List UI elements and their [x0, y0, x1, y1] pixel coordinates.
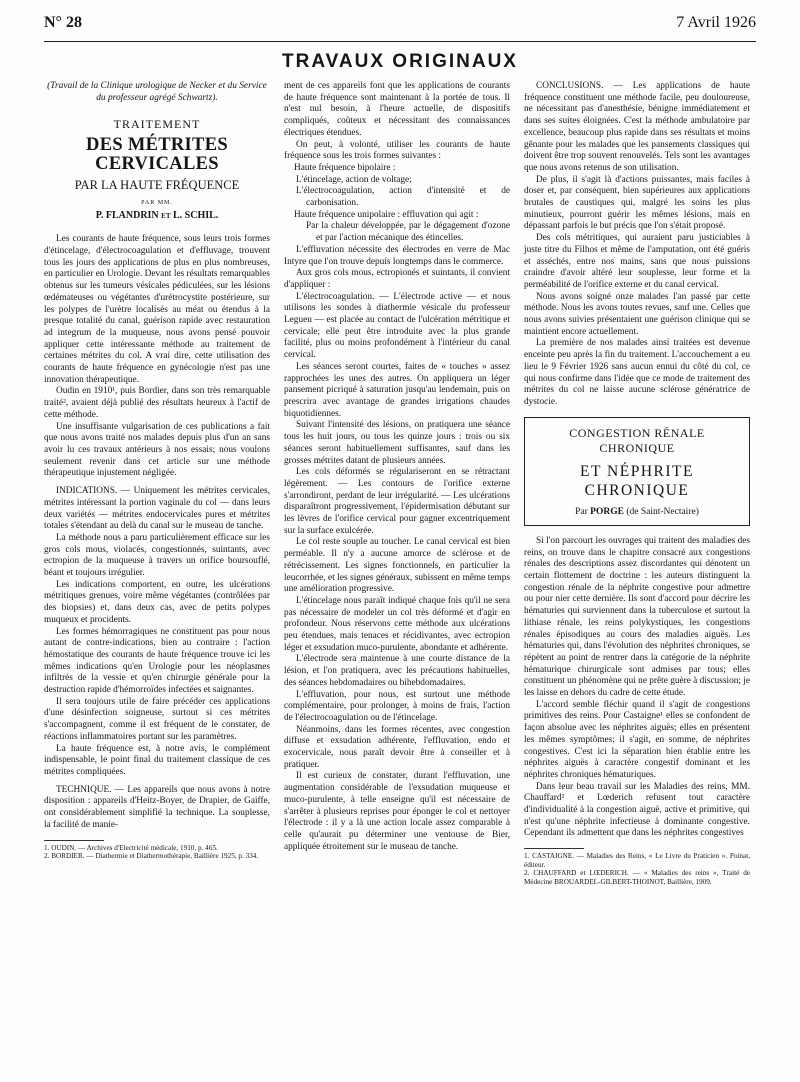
list-heading: Haute fréquence bipolaire : [294, 162, 396, 173]
paragraph: Il sera toujours utile de faire précéder ces applications d'une désinfection soigneuse, surtout si ces métrites s'accompagnent, comme il est fréquent de le constater, de réactions inflammatoires portant sur les paramètres. [44, 696, 270, 742]
par-mm: PAR MM. [141, 200, 173, 207]
paragraph: Dans leur beau travail sur les Maladies des reins, MM. Chauffard² et Lœderich refusent tout caractère d'individualité à la congestion aiguë, active et primitive, qui n'est qu'une néphrite infectieuse à dominante congestive. Cependant ils admettent que dans les néphrites congestives [524, 781, 750, 839]
article-subtitle: PAR LA HAUTE FRÉQUENCE [74, 178, 240, 193]
paragraph: Aux gros cols mous, ectropionés et suintants, il convient d'appliquer : [284, 268, 510, 290]
paragraph: On peut, à volonté, utiliser les courants de haute fréquence sous les trois formes suivantes : [284, 139, 510, 162]
paragraph: Si l'on parcourt les ouvrages qui traitent des maladies des reins, on trouve dans le chapitre consacré aux congestions rénales des descriptions assez discordantes qui dénotent un certain flottement de doctrine : les auteurs distinguent la congestion rénale de la néphrite congestive pour admettre ou pour nier cette dernière. Ils sont d'accord pour décrire les hématuries qui surviennent dans la tuberculose et surtout la lithiase rénale, les reins polykystiques, les congestions rénales épisodiques au cours des maladies aiguës. Les hématuries qui, dans l'évolution des néphrites chroniques, se répètent au point de rentrer dans la catégorie de la néphrite hématurique chirurgicale sont admises par tous; elles constituent un phénomène qui ne prête guère à discussion; je les laisse en dehors du cadre de cette étude. [524, 535, 750, 699]
footnote: 2. BORDIER. — Diathermie et Diathermothérapie, Baillière 1925, p. 334. [44, 852, 259, 861]
paragraph: La méthode nous a paru particulièrement efficace sur les gros cols mous, violacés, congestionnés, suintants, avec ectropion de la muqueuse à travers un orifice boursouflé, béant et toujours irrégulier. [44, 532, 270, 579]
footnote: 1. CASTAIGNE. — Maladies des Reins, « Le Livre du Praticien ». Poinat, éditeur. [524, 852, 750, 869]
paragraph: La haute fréquence est, à notre avis, le complément indispensable, le point final du traitement classique de ces métrites compliquées. [44, 743, 270, 777]
list-item: Par la chaleur développée, par le dégagement d'ozone et par l'action mécanique des étincelles. [306, 221, 510, 244]
page-header [44, 14, 756, 36]
paragraph: L'effluvation, pour nous, est surtout une méthode complémentaire, pour prolonger, à moins de frais, l'action de l'électrocoagulation ou de l'étincelage. [284, 689, 510, 723]
paragraph: Le col reste souple au toucher. Le canal cervical est bien perméable. Il n'y a aucune amorce de sclérose et de rétrécissement. Les signes fonctionnels, en particulier la leucorrhée, et les signes généraux, subissent en même temps une amélioration progressive. [284, 537, 510, 595]
paragraph-indications: INDICATIONS. — Uniquement les métrites cervicales, métrites intéressant la portion vaginale du col — dans leurs deux variétés — métrites endocervicales pures et métrites totales s'étendant au delà du canal sur le museau de tanche. [44, 486, 270, 532]
paragraph: Il est curieux de constater, durant l'effluvation, une augmentation considérable de l'exsudation muqueuse et muco-purulente, à telle enseigne qu'il est nécessaire de s'arrêter à plusieurs reprises pour éponger le col et nettoyer l'électrode : il y a là une action locale assez comparable à celle qu'aurait pu déterminer une ventouse de Bier, appliquée étroitement sur le museau de tanche. [284, 771, 510, 852]
article-authors [44, 210, 270, 223]
article2-title-line2: ET NÉPHRITE CHRONIQUE [580, 462, 694, 500]
footnote: 1. OUDIN. — Archives d'Electricité médicale, 1910, p. 465. [44, 843, 218, 852]
paragraph: Une insuffisante vulgarisation de ces publications a fait que nous avons traité nos malades depuis plus d'un an sans avoir lu ces travaux antérieurs à nos essais; nous voulons seulement revenir dans cet article sur une méthode thérapeutique injustement négligée. [44, 421, 270, 479]
article2-title-line1: CONGESTION RÉNALE CHRONIQUE [569, 425, 705, 455]
authors-text: P. FLANDRIN et L. SCHIL. [95, 209, 219, 221]
paragraph: De plus, il s'agit là d'actions puissantes, mais faciles à doser et, par conséquent, bien supérieures aux applications brutales de caustiques qui, malgré les soins les plus minutieux, pourront guérir les mêmes lésions, mais en dépassant parfois le but précis que l'on s'était proposé. [524, 174, 750, 232]
article-columns [44, 81, 756, 887]
paragraph-conclusions: CONCLUSIONS. — Les applications de haute fréquence constituent une méthode facile, peu douloureuse, ne nécessitant pas d'anesthésie, bénigne immédiatement et dans ses suites éloignées. C'est la méthode ambulatoire par excellence, beaucoup plus rapide dans ses résultats et moins gênante pour les malades que les pansements classiques qui doivent être trop souvent renouvelés. Tels sont les avantages que nous avons retenus de son utilisation. [524, 81, 750, 173]
article2-title-box [524, 417, 750, 526]
list-heading: Haute fréquence unipolaire : effluvation qui agit : [294, 209, 479, 220]
footnote-separator [44, 840, 104, 841]
paragraph: Les indications comportent, en outre, les ulcérations métritiques grenues, voire même végétantes (contrôlées par des biopsies) et, dans deux cas, avec de petits polypes muqueux et procidents. [44, 579, 270, 625]
paragraph: L'étincelage nous paraît indiqué chaque fois qu'il ne sera pas nécessaire de modeler un col très déformé et d'agir en profondeur. Nous réservons cette méthode aux ulcérations peu étendues, mais tenaces et récidivantes, avec ectropion léger et exsudation muco-purulente, abondante et adhérente. [284, 595, 510, 653]
paragraph: Les cols déformés se régulariseront en se rétractant légèrement. — Les contours de l'orifice externe s'arrondiront, perdant de leur irrégularité. — Les ulcérations disparaîtront progressivement, l'épidermisation débutant sur les lèvres de l'orifice cervical pour gagner excentriquement sur la surface exulcérée. [284, 467, 510, 536]
paragraph: ment de ces appareils font que les applications de courants de haute fréquence sont maintenant à la portée de tous. Il n'est nul besoin, à l'heure actuelle, de dispositifs compliqués, coûteux et nécessitant des connaissances électriques étendues. [284, 81, 510, 138]
article-affiliation: (Travail de la Clinique urologique de Necker et du Service du professeur agrégé Schwartz). [47, 81, 267, 103]
paragraph: Les séances seront courtes, faites de « touches » assez rapprochées les unes des autres. On appliquera un léger pansement picriqué à saturation jusqu'au lendemain, puis on prescrira avec avantage de grandes irrigations chaudes biquotidiennes. [284, 361, 510, 419]
paragraph: La première de nos malades ainsi traitées est devenue enceinte peu après la fin du traitement. L'accouchement a eu lieu le 9 Février 1926 sans aucun ennui du côté du col, ce qui nous confirme dans l'idée que ce mode de traitement des métrites du col ne laisse aucune sclérose génératrice de dystocie. [524, 338, 750, 407]
paragraph: L'effluvation nécessite des électrodes en verre de Mac Intyre que l'on trouve depuis longtemps dans le commerce. [284, 244, 510, 267]
column-1 [44, 81, 270, 861]
paragraph: L'électrocoagulation. — L'électrode active — et nous utilisons les sondes à diathermie vésicale du professeur Legueu — est placée au contact de l'ulcération métritique et cervicale; elle peut être introduite avec la plus grande facilité, plus ou moins profondément à l'intérieur du canal cervical. [284, 291, 510, 361]
article-kicker: TRAITEMENT [113, 116, 201, 131]
paragraph: L'électrode sera maintenue à une courte distance de la lésion, et l'on pratiquera, avec les précautions habituelles, des séances hebdomadaires ou bihebdomadaires. [284, 654, 510, 688]
footnote-separator [524, 848, 584, 849]
paragraph: Les formes hémorragiques ne constituent pas pour nous autant de contre-indications, bien au contraire : l'action hémostatique des courants de haute fréquence trouve ici les mêmes indications qu'en Urologie pour les néoplasmes infiltrés de la vessie et qu'en chirurgie générale pour la destruction rapide d'hémorroïdes infectées et saignantes. [44, 626, 270, 696]
article2-author-place: (de Saint-Nectaire) [626, 506, 699, 517]
paragraph: Suivant l'intensité des lésions, on pratiquera une séance tous les huit jours, ou tous les quinze jours : trois ou six séances seront habituellement suffisantes, sauf dans les grosses métrites datant de plusieurs années. [284, 420, 510, 466]
issue-date: 7 Avril 1926 [676, 14, 756, 31]
paragraph: Oudin en 1910¹, puis Bordier, dans son très remarquable traité², avaient déjà publié des résultats heureux à l'actif de cette méthode. [44, 386, 270, 420]
issue-number: N° 28 [44, 14, 82, 31]
paragraph: Nous avons soigné onze malades l'an passé par cette méthode. Nous les avons toutes revues, sauf une. Celles que nous avons suivies présentaient une guérison clinique qui se maintient encore actuellement. [524, 291, 750, 337]
article-title: DES MÉTRITES CERVICALES [86, 134, 228, 175]
list-item: L'électrocoagulation, action d'intensité et de carbonisation. [296, 186, 510, 209]
column-3 [524, 81, 750, 887]
footnote: 2. CHAUFFARD et LŒDERICH. — « Maladies des reins », Traité de Médecine BROUARDEL-GILBERT-THOINOT, Baillière, 1909. [524, 869, 750, 887]
paragraph: L'accord semble fléchir quand il s'agit de congestions primitives des reins. Pour Castaigne¹ elles se confondent de façon absolue avec les néphrites aiguës; elles en présentent les mêmes symptômes; il s'agit, en somme, de néphrites congestives. C'est ici la séparation bien établie entre les néphrites aiguës à caractère congestif dominant et les néphrites chroniques hématuriques. [524, 699, 750, 780]
article2-author: PORGE [590, 506, 624, 517]
section-title: TRAVAUX ORIGINAUX [282, 51, 518, 72]
paragraph-technique: TECHNIQUE. — Les appareils que nous avons à notre disposition : appareils d'Heitz-Boyer, de Drapier, de Gaiffe, ont considérablement simplifié la technique. La souplesse, la facilité de manie- [44, 784, 270, 830]
paragraph: Néanmoins, dans les formes récentes, avec congestion diffuse et exsudation adhérente, l'effluvation, endo et exocervicale, nous paraît devoir être à conseiller et à pratiquer. [284, 724, 510, 770]
article2-byline [531, 507, 743, 519]
list-item: L'étincelage, action de voltage; [296, 174, 412, 185]
paragraph: Les courants de haute fréquence, sous leurs trois formes d'étincelage, d'électrocoagulation et d'effluvage, trouvent tous les jours des applications de plus en plus nombreuses, en particulier en Urologie. Devant les résultats remarquables obtenus sur les tumeurs vésicales pédiculées, sur les lésions œdémateuses ou végétantes d'urétrocystite postérieure, sur les polypes de l'urètre localisés au méat ou étendus à la presque totalité du canal, guérison rapide avec restauration ad integrum de la muqueuse, nous avons pensé pouvoir appliquer cette intéressante méthode au traitement de certaines métrites du col. A vrai dire, cette utilisation des courants de haute fréquence en gynécologie n'est pas une innovation thérapeutique. [44, 234, 270, 385]
header-rule [44, 41, 756, 42]
column-2 [284, 81, 510, 853]
paragraph: Des cols métritiques, qui auraient paru justiciables à juste titre du Filhos et même de l'amputation, ont été guéris et asséchés, entre nos mains, sans que nous puissions craindre d'avoir altéré leur souplesse, leur forme et la perméabilité de l'orifice externe et du canal cervical. [524, 233, 750, 290]
byline-par: Par [575, 506, 588, 517]
